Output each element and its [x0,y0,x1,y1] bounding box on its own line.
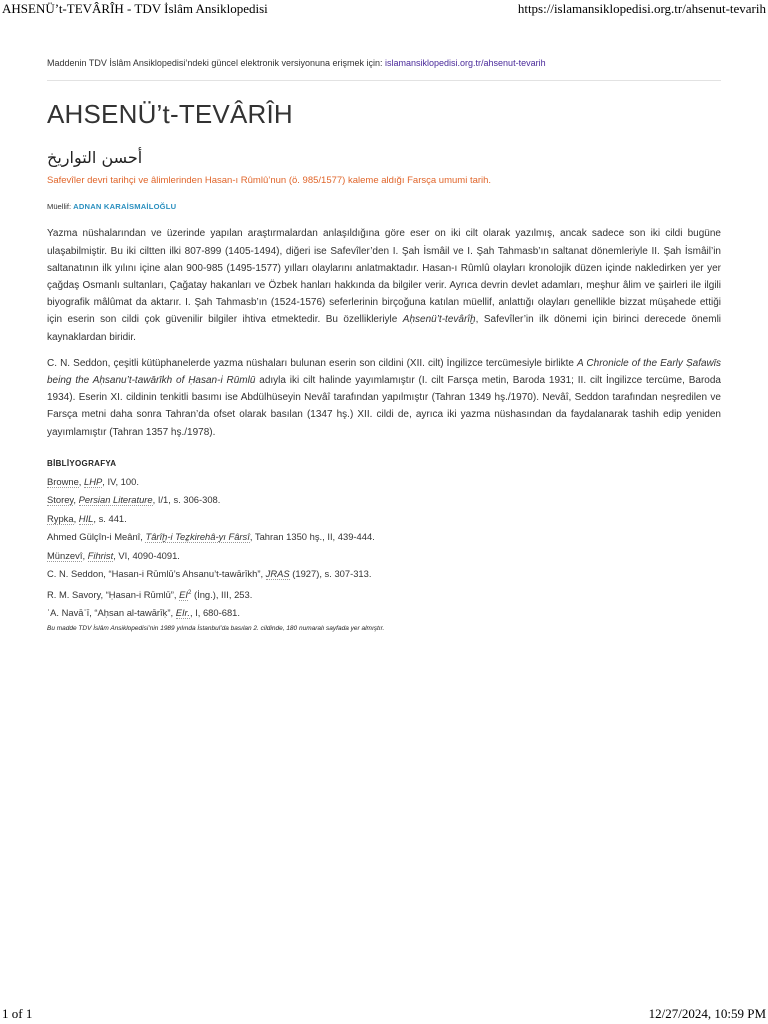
article-summary: Safevîler devri tarihçi ve âlimlerinden Hasan-ı Rûmlû’nun (ö. 985/1577) kaleme aldığı Farsça umumi tarih. [47,175,492,187]
bib-text: , Tahran 1350 hş., II, 439-444. [249,531,375,543]
notice-link[interactable]: islamansiklopedisi.org.tr/ahsenut-tevarih [385,58,546,68]
bib-superscript: 2 [188,589,192,596]
bib-text: (İng.), III, 253. [191,588,253,600]
bib-text: ʿA. Navāʾī, “Aḥsan al-tawārīḳ”, [47,607,176,619]
paragraph-1 [47,225,721,345]
bib-text: C. N. Seddon, “Hasan-i Rūmlū’s Ahsanu’t-tawārīkh”, [47,568,266,580]
bib-work-link[interactable]: Persian Literature [78,494,153,506]
bibliography-item [47,491,721,510]
paragraph-2-text-a: C. N. Seddon, çeşitli kütüphanelerde yazma nüshaları bulunan eserin son cildini (XII. cilt) İngilizce tercümesiyle birlikte [47,357,578,369]
bibliography-item [47,547,721,566]
paragraph-2-text-b: adıyla iki cilt halinde yayımlamıştır (I. cilt Farsça metin, Baroda 1931; II. cilt İngilizce tercüme, Baroda 1934). Eserin XI. cildinin tenkitli basımı ise Abdülhüseyin Nevâî tarafından yapılmıştır (Tahran 1349 hş./1970). Nevâî, Seddon tarafından neşredilen ve Farsça metni daha sonra Tahran’da ofset olarak basılan (1347 hş.) XII. cildi de, ayrıca iki yazma nüshasından da faydalanarak tashih edip yeniden yayımlamıştır (Tahran 1357 hş./1978). [47,375,721,438]
bib-work-link[interactable]: Fihrist [87,549,114,561]
bibliography-item [47,604,721,623]
bib-text: , IV, 100. [102,475,139,487]
print-header-title: AHSENÜ’t-TEVÂRÎH - TDV İslâm Ansiklopedisi [2,1,268,16]
bib-abbrev-link[interactable]: Münzevî [47,549,83,561]
print-date: 12/27/2024, 10:59 PM [648,1006,766,1021]
bibliography-item [47,565,721,584]
bibliography-item [47,584,721,605]
bib-abbrev-link[interactable]: Rypka [47,512,74,524]
bib-text: R. M. Savory, “Ḥasan-i Rūmlū”, [47,588,180,600]
bib-text: , [73,512,79,524]
author-name-link[interactable]: ADNAN KARAİSMAİLOĞLU [73,202,177,212]
bibliography-heading: BİBLİYOGRAFYA [47,458,117,468]
bibliography-item [47,528,721,547]
author-line [47,202,721,211]
paragraph-1-text-b: , Safevîler’in ilk dönemi için birinci derecede önemli kaynaklardan biridir. [47,314,722,343]
bib-abbrev-link[interactable]: Storey [47,494,74,506]
bib-text: , [73,494,79,506]
bib-text: , [82,549,88,561]
paragraph-1-italic: Aḥsenü’t-tevârîḫ [402,314,476,326]
print-source-footnote: Bu madde TDV İslâm Ansiklopedisi’nin 1989 yılında İstanbul’da basılan 2. cildinde, 180 numaralı sayfada yer almıştır. [47,624,385,632]
bib-text: , I, 680-681. [189,607,240,619]
print-header [0,0,768,18]
bib-work-link[interactable]: EI [179,588,189,600]
bib-work-link[interactable]: JRAS [265,568,290,580]
bib-text: Ahmed Gülçîn-i Meânî, [47,531,146,543]
bib-work-link[interactable]: LHP [84,475,103,487]
bib-text: (1927), s. 307-313. [289,568,372,580]
bib-work-link[interactable]: EIr. [175,607,190,619]
paragraph-2 [47,355,721,441]
author-label: Müellif: [47,202,74,212]
print-footer [0,1006,768,1024]
article-title: AHSENÜ’t-TEVÂRÎH [47,99,293,129]
bib-work-link[interactable]: HIL [78,512,94,524]
bib-work-link[interactable]: Târîḫ-i Teẕkirehâ-yı Fârsî [145,531,250,543]
arabic-title: أحسن التواريخ [47,148,143,168]
bibliography-item [47,510,721,529]
print-header-url: https://islamansiklopedisi.org.tr/ahsenut-tevarih [517,1,766,16]
electronic-version-notice [47,58,721,81]
bib-text: , VI, 4090-4091. [113,549,180,561]
bib-abbrev-link[interactable]: Browne [47,475,79,487]
bibliography-list [47,473,721,623]
page-count: 1 of 1 [2,1006,33,1021]
article-content [47,58,721,632]
bibliography-item [47,473,721,492]
paragraph-1-text-a: Yazma nüshalarından ve üzerinde yapılan araştırmalardan anlaşıldığına göre eser on iki cilt olarak yazılmış, ancak sadece son iki cildi bugüne ulaşabilmiştir. Bu iki ciltten ilki 807-899 (1405-1494), diğeri ise Safevîler’den I. Şah İsmâil ve I. Şah Tahmasb’ın saltanat dönemleriyle II. Şah İsmâil’in saltanatının ilk yılını içine alan 900-985 (1495-1577) yılları olaylarını anlatmaktadır. Hasan-ı Rûmlû olayları kronolojik düzen içinde nakledirken yer yer çağdaş Osmanlı sultanları, Çağatay hakanları ve Özbek hanları hakkında da bilgiler verir. Ayrıca devrin devlet adamları, meşhur âlim ve şairleri ile ilgili biyografik mâlûmat da aktarır. I. Şah Tahmasb’ın (1524-1576) seferlerinin birçoğuna katılan müellif, anlattığı olayları genellikle bizzat müşahede ettiği için eserin son cildi çok güvenilir bilgiler ihtiva etmektedir. Bu özellikleriyle [47,228,721,326]
notice-text: Maddenin TDV İslâm Ansiklopedisi’ndeki güncel elektronik versiyonuna erişmek için: [47,58,385,68]
bib-text: , [78,475,85,487]
bib-text: , I/1, s. 306-308. [152,494,221,506]
bib-text: , s. 441. [93,512,127,524]
paragraph-2-italic: A Chronicle of the Early Ṣafawīs being the Aḥsanu’t-tawārīkh of Ḥasan-i Rūmlū [47,357,721,387]
